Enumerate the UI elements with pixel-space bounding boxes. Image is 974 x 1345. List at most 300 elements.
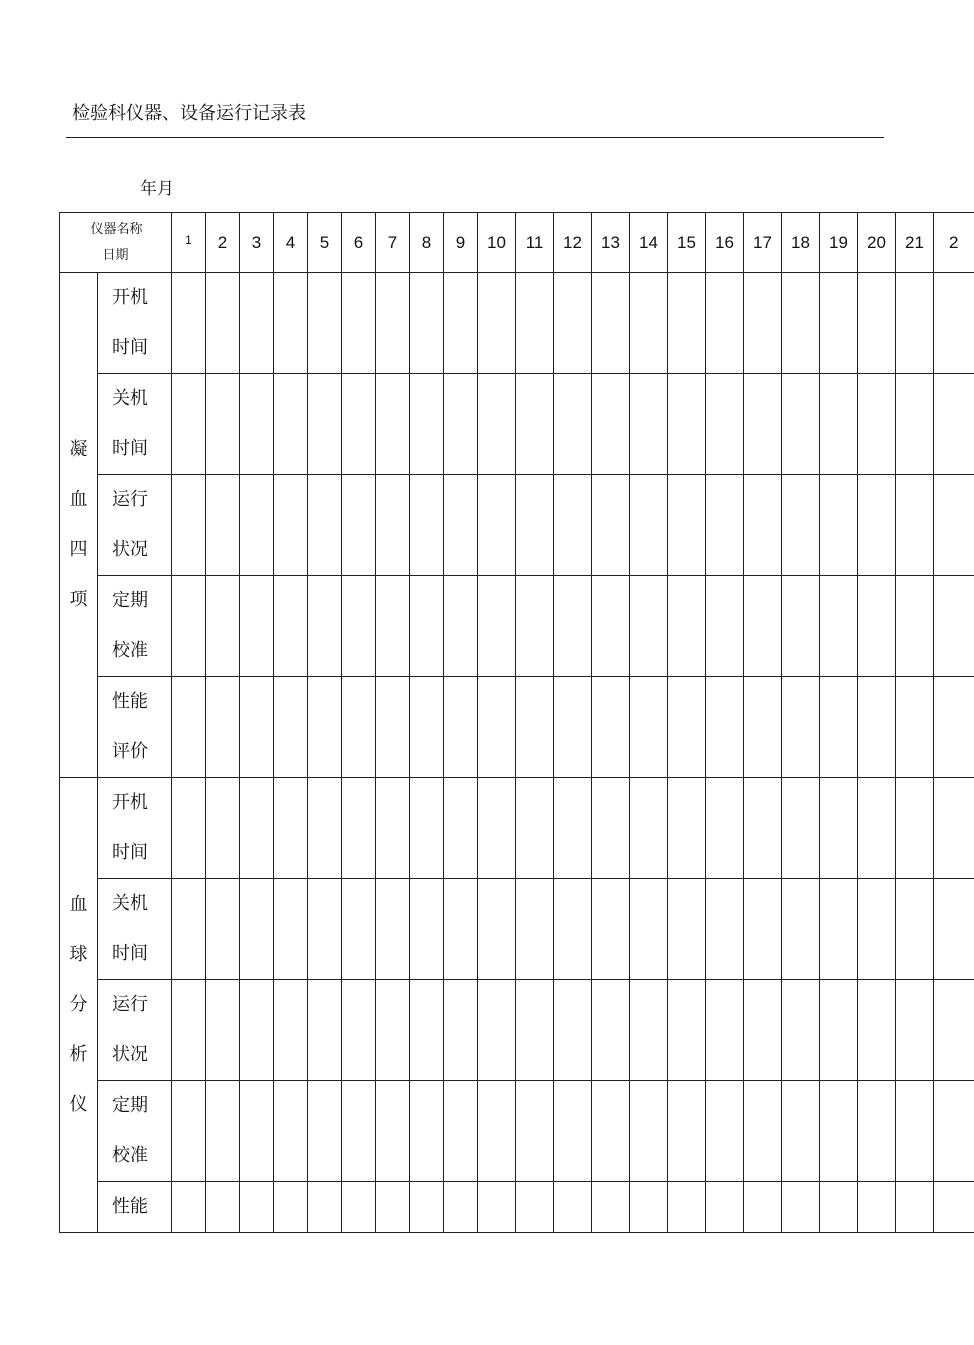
day-entry-cell[interactable] — [858, 677, 896, 778]
day-entry-cell[interactable] — [744, 273, 782, 374]
day-entry-cell[interactable] — [410, 273, 444, 374]
day-entry-cell[interactable] — [630, 778, 668, 879]
day-entry-cell[interactable] — [858, 980, 896, 1081]
day-entry-cell[interactable] — [342, 1182, 376, 1233]
day-entry-cell[interactable] — [410, 576, 444, 677]
day-entry-cell[interactable] — [308, 677, 342, 778]
day-header-22 — [934, 213, 974, 273]
day-entry-cell[interactable] — [896, 576, 934, 677]
day-entry-cell[interactable] — [274, 879, 308, 980]
day-entry-cell[interactable] — [782, 980, 820, 1081]
day-entry-cell[interactable] — [376, 677, 410, 778]
day-entry-cell[interactable] — [706, 1182, 744, 1233]
day-entry-cell[interactable] — [896, 677, 934, 778]
day-entry-cell[interactable] — [820, 980, 858, 1081]
record-table — [59, 212, 974, 1233]
item-label-line: 状况 — [112, 539, 148, 560]
instrument-name-cell — [60, 778, 98, 1233]
day-entry-cell[interactable] — [592, 374, 630, 475]
day-entry-cell[interactable] — [592, 778, 630, 879]
item-label-line: 评价 — [112, 741, 148, 762]
day-entry-cell[interactable] — [516, 879, 554, 980]
day-entry-cell[interactable] — [308, 273, 342, 374]
day-number: 21 — [905, 232, 924, 252]
day-entry-cell[interactable] — [592, 475, 630, 576]
day-entry-cell[interactable] — [858, 1081, 896, 1182]
day-entry-cell[interactable] — [240, 374, 274, 475]
day-entry-cell[interactable] — [444, 980, 478, 1081]
day-entry-cell[interactable] — [706, 576, 744, 677]
day-entry-cell[interactable] — [206, 677, 240, 778]
day-entry-cell[interactable] — [630, 980, 668, 1081]
day-number: 7 — [387, 232, 398, 252]
day-entry-cell[interactable] — [668, 879, 706, 980]
day-entry-cell[interactable] — [478, 879, 516, 980]
day-number: 11 — [525, 232, 544, 252]
day-entry-cell[interactable] — [444, 677, 478, 778]
day-entry-cell[interactable] — [172, 273, 206, 374]
day-entry-cell[interactable] — [630, 1081, 668, 1182]
day-entry-cell[interactable] — [706, 273, 744, 374]
day-number: 1 — [185, 233, 192, 247]
day-entry-cell[interactable] — [744, 778, 782, 879]
day-entry-cell[interactable] — [554, 1081, 592, 1182]
item-label-line: 时间 — [112, 337, 148, 358]
day-number: 13 — [601, 232, 620, 252]
day-entry-cell[interactable] — [744, 576, 782, 677]
day-entry-cell[interactable] — [172, 879, 206, 980]
record-row — [60, 475, 974, 576]
day-entry-cell[interactable] — [274, 980, 308, 1081]
day-entry-cell[interactable] — [668, 475, 706, 576]
day-entry-cell[interactable] — [820, 778, 858, 879]
day-header-13 — [592, 213, 630, 273]
day-entry-cell[interactable] — [934, 879, 974, 980]
day-entry-cell[interactable] — [206, 273, 240, 374]
day-entry-cell[interactable] — [308, 475, 342, 576]
document-title: 检验科仪器、设备运行记录表 — [72, 103, 306, 124]
day-number: 3 — [251, 232, 262, 252]
day-entry-cell[interactable] — [858, 374, 896, 475]
day-header-4 — [274, 213, 308, 273]
day-entry-cell[interactable] — [444, 778, 478, 879]
day-entry-cell[interactable] — [444, 879, 478, 980]
day-entry-cell[interactable] — [342, 677, 376, 778]
day-entry-cell[interactable] — [342, 1081, 376, 1182]
day-entry-cell[interactable] — [554, 879, 592, 980]
record-row — [60, 1081, 974, 1182]
day-number: 15 — [677, 232, 696, 252]
day-entry-cell[interactable] — [896, 374, 934, 475]
day-entry-cell[interactable] — [668, 677, 706, 778]
header-row — [60, 213, 974, 273]
day-entry-cell[interactable] — [376, 273, 410, 374]
day-entry-cell[interactable] — [516, 677, 554, 778]
day-header-14 — [630, 213, 668, 273]
day-entry-cell[interactable] — [820, 677, 858, 778]
year-month-label: 年月 — [140, 179, 174, 199]
day-entry-cell[interactable] — [706, 980, 744, 1081]
day-entry-cell[interactable] — [668, 778, 706, 879]
day-entry-cell[interactable] — [376, 1081, 410, 1182]
day-header-8 — [410, 213, 444, 273]
day-entry-cell[interactable] — [782, 475, 820, 576]
day-entry-cell[interactable] — [172, 576, 206, 677]
item-label-cell — [98, 778, 172, 879]
day-entry-cell[interactable] — [478, 374, 516, 475]
day-entry-cell[interactable] — [744, 677, 782, 778]
day-entry-cell[interactable] — [858, 879, 896, 980]
day-entry-cell[interactable] — [516, 1081, 554, 1182]
instrument-name-char: 球 — [69, 944, 88, 965]
day-entry-cell[interactable] — [240, 778, 274, 879]
day-entry-cell[interactable] — [172, 1081, 206, 1182]
day-entry-cell[interactable] — [376, 879, 410, 980]
day-entry-cell[interactable] — [206, 576, 240, 677]
day-entry-cell[interactable] — [240, 273, 274, 374]
day-entry-cell[interactable] — [744, 374, 782, 475]
day-entry-cell[interactable] — [240, 677, 274, 778]
record-row — [60, 778, 974, 879]
item-label-cell — [98, 1081, 172, 1182]
day-entry-cell[interactable] — [554, 980, 592, 1081]
day-entry-cell[interactable] — [206, 879, 240, 980]
day-entry-cell[interactable] — [706, 374, 744, 475]
day-entry-cell[interactable] — [516, 374, 554, 475]
day-entry-cell[interactable] — [592, 677, 630, 778]
day-entry-cell[interactable] — [554, 677, 592, 778]
day-entry-cell[interactable] — [668, 273, 706, 374]
item-label-line: 开机 — [112, 792, 148, 813]
day-entry-cell[interactable] — [858, 778, 896, 879]
day-entry-cell[interactable] — [630, 677, 668, 778]
day-entry-cell[interactable] — [274, 1182, 308, 1233]
day-entry-cell[interactable] — [630, 879, 668, 980]
day-entry-cell[interactable] — [554, 273, 592, 374]
day-entry-cell[interactable] — [934, 677, 974, 778]
day-entry-cell[interactable] — [706, 879, 744, 980]
item-label-line: 定期 — [112, 1095, 148, 1116]
day-entry-cell[interactable] — [782, 879, 820, 980]
day-entry-cell[interactable] — [592, 1081, 630, 1182]
day-entry-cell[interactable] — [410, 475, 444, 576]
day-entry-cell[interactable] — [172, 677, 206, 778]
day-entry-cell[interactable] — [478, 576, 516, 677]
day-entry-cell[interactable] — [706, 778, 744, 879]
day-entry-cell[interactable] — [444, 1081, 478, 1182]
day-entry-cell[interactable] — [934, 273, 974, 374]
day-entry-cell[interactable] — [376, 475, 410, 576]
day-entry-cell[interactable] — [342, 475, 376, 576]
item-label-line: 校准 — [112, 640, 148, 661]
day-number: 2 — [217, 232, 228, 252]
day-entry-cell[interactable] — [592, 980, 630, 1081]
day-entry-cell[interactable] — [896, 778, 934, 879]
day-entry-cell[interactable] — [240, 1081, 274, 1182]
day-entry-cell[interactable] — [744, 980, 782, 1081]
day-entry-cell[interactable] — [342, 879, 376, 980]
day-entry-cell[interactable] — [376, 778, 410, 879]
day-entry-cell[interactable] — [240, 1182, 274, 1233]
day-entry-cell[interactable] — [934, 1182, 974, 1233]
item-label-cell — [98, 1182, 172, 1233]
day-entry-cell[interactable] — [516, 1182, 554, 1233]
instrument-name-char: 分 — [69, 994, 88, 1015]
day-entry-cell[interactable] — [342, 980, 376, 1081]
day-entry-cell[interactable] — [342, 374, 376, 475]
item-label-line: 性能 — [112, 691, 148, 712]
day-entry-cell[interactable] — [820, 576, 858, 677]
day-entry-cell[interactable] — [206, 475, 240, 576]
day-entry-cell[interactable] — [782, 273, 820, 374]
day-header-15 — [668, 213, 706, 273]
day-entry-cell[interactable] — [706, 677, 744, 778]
instrument-name-char: 仪 — [69, 1094, 88, 1115]
record-row — [60, 273, 974, 374]
day-header-7 — [376, 213, 410, 273]
day-entry-cell[interactable] — [308, 879, 342, 980]
day-header-20 — [858, 213, 896, 273]
day-entry-cell[interactable] — [820, 879, 858, 980]
day-entry-cell[interactable] — [308, 1182, 342, 1233]
day-entry-cell[interactable] — [554, 1182, 592, 1233]
day-entry-cell[interactable] — [240, 475, 274, 576]
day-entry-cell[interactable] — [630, 273, 668, 374]
item-label-cell — [98, 273, 172, 374]
day-entry-cell[interactable] — [668, 576, 706, 677]
day-entry-cell[interactable] — [820, 273, 858, 374]
day-entry-cell[interactable] — [240, 879, 274, 980]
day-entry-cell[interactable] — [172, 980, 206, 1081]
day-number: 19 — [829, 232, 848, 252]
day-entry-cell[interactable] — [274, 273, 308, 374]
day-entry-cell[interactable] — [376, 576, 410, 677]
day-entry-cell[interactable] — [896, 1081, 934, 1182]
day-entry-cell[interactable] — [744, 879, 782, 980]
day-entry-cell[interactable] — [554, 374, 592, 475]
day-entry-cell[interactable] — [274, 475, 308, 576]
day-entry-cell[interactable] — [782, 778, 820, 879]
item-label-cell — [98, 677, 172, 778]
day-entry-cell[interactable] — [410, 374, 444, 475]
day-entry-cell[interactable] — [744, 1081, 782, 1182]
day-entry-cell[interactable] — [706, 475, 744, 576]
day-entry-cell[interactable] — [820, 475, 858, 576]
item-label-cell — [98, 980, 172, 1081]
day-entry-cell[interactable] — [478, 475, 516, 576]
day-entry-cell[interactable] — [554, 778, 592, 879]
instrument-name-char: 项 — [69, 589, 88, 610]
item-label-cell — [98, 374, 172, 475]
day-entry-cell[interactable] — [820, 1182, 858, 1233]
instrument-name-char: 四 — [69, 539, 88, 560]
record-row — [60, 980, 974, 1081]
day-entry-cell[interactable] — [342, 778, 376, 879]
day-entry-cell[interactable] — [308, 576, 342, 677]
day-entry-cell[interactable] — [934, 778, 974, 879]
day-entry-cell[interactable] — [630, 576, 668, 677]
title-divider — [66, 137, 884, 138]
day-entry-cell[interactable] — [478, 980, 516, 1081]
day-entry-cell[interactable] — [206, 778, 240, 879]
day-entry-cell[interactable] — [410, 1081, 444, 1182]
day-entry-cell[interactable] — [630, 1182, 668, 1233]
day-entry-cell[interactable] — [172, 1182, 206, 1233]
day-entry-cell[interactable] — [206, 980, 240, 1081]
day-entry-cell[interactable] — [554, 475, 592, 576]
day-number: 2 — [949, 232, 959, 252]
item-label-line: 开机 — [112, 287, 148, 308]
day-entry-cell[interactable] — [782, 1182, 820, 1233]
day-entry-cell[interactable] — [554, 576, 592, 677]
day-entry-cell[interactable] — [444, 1182, 478, 1233]
day-number: 8 — [421, 232, 432, 252]
day-entry-cell[interactable] — [858, 475, 896, 576]
day-entry-cell[interactable] — [376, 374, 410, 475]
day-entry-cell[interactable] — [516, 980, 554, 1081]
day-entry-cell[interactable] — [782, 1081, 820, 1182]
item-label-line: 时间 — [112, 842, 148, 863]
day-entry-cell[interactable] — [342, 576, 376, 677]
day-entry-cell[interactable] — [744, 1182, 782, 1233]
day-entry-cell[interactable] — [308, 980, 342, 1081]
day-entry-cell[interactable] — [444, 475, 478, 576]
day-entry-cell[interactable] — [376, 1182, 410, 1233]
day-header-11 — [516, 213, 554, 273]
day-entry-cell[interactable] — [820, 1081, 858, 1182]
day-entry-cell[interactable] — [668, 1081, 706, 1182]
day-header-12 — [554, 213, 592, 273]
day-entry-cell[interactable] — [516, 273, 554, 374]
day-entry-cell[interactable] — [782, 374, 820, 475]
day-entry-cell[interactable] — [376, 980, 410, 1081]
item-label-line: 定期 — [112, 590, 148, 611]
day-entry-cell[interactable] — [858, 1182, 896, 1233]
record-row — [60, 1182, 974, 1233]
day-entry-cell[interactable] — [308, 374, 342, 475]
day-entry-cell[interactable] — [934, 374, 974, 475]
day-entry-cell[interactable] — [896, 273, 934, 374]
day-header-16 — [706, 213, 744, 273]
day-entry-cell[interactable] — [444, 576, 478, 677]
day-header-18 — [782, 213, 820, 273]
instrument-name-header: 仪器名称 — [90, 221, 143, 237]
day-entry-cell[interactable] — [782, 677, 820, 778]
day-entry-cell[interactable] — [274, 374, 308, 475]
day-entry-cell[interactable] — [934, 980, 974, 1081]
record-row — [60, 879, 974, 980]
day-entry-cell[interactable] — [668, 980, 706, 1081]
day-entry-cell[interactable] — [478, 1081, 516, 1182]
day-entry-cell[interactable] — [206, 1182, 240, 1233]
day-number: 10 — [487, 232, 506, 252]
day-entry-cell[interactable] — [934, 475, 974, 576]
day-entry-cell[interactable] — [274, 576, 308, 677]
day-entry-cell[interactable] — [668, 1182, 706, 1233]
day-entry-cell[interactable] — [668, 374, 706, 475]
day-header-21 — [896, 213, 934, 273]
day-header-5 — [308, 213, 342, 273]
day-entry-cell[interactable] — [274, 677, 308, 778]
day-entry-cell[interactable] — [934, 576, 974, 677]
day-entry-cell[interactable] — [592, 879, 630, 980]
day-number: 20 — [867, 232, 886, 252]
item-label-line: 校准 — [112, 1145, 148, 1166]
day-entry-cell[interactable] — [592, 273, 630, 374]
item-label-line: 状况 — [112, 1044, 148, 1065]
day-entry-cell[interactable] — [782, 576, 820, 677]
item-label-line: 关机 — [112, 388, 148, 409]
instrument-name-char: 凝 — [69, 439, 88, 460]
day-entry-cell[interactable] — [240, 576, 274, 677]
day-entry-cell[interactable] — [478, 677, 516, 778]
day-entry-cell[interactable] — [934, 1081, 974, 1182]
day-entry-cell[interactable] — [630, 374, 668, 475]
day-entry-cell[interactable] — [308, 778, 342, 879]
day-entry-cell[interactable] — [274, 778, 308, 879]
item-label-line: 关机 — [112, 893, 148, 914]
day-entry-cell[interactable] — [342, 273, 376, 374]
day-entry-cell[interactable] — [820, 374, 858, 475]
day-entry-cell[interactable] — [706, 1081, 744, 1182]
record-row — [60, 576, 974, 677]
day-number: 4 — [285, 232, 296, 252]
day-entry-cell[interactable] — [896, 475, 934, 576]
day-entry-cell[interactable] — [896, 1182, 934, 1233]
record-row — [60, 374, 974, 475]
day-entry-cell[interactable] — [240, 980, 274, 1081]
day-entry-cell[interactable] — [896, 980, 934, 1081]
day-entry-cell[interactable] — [478, 1182, 516, 1233]
day-entry-cell[interactable] — [592, 1182, 630, 1233]
day-entry-cell[interactable] — [206, 374, 240, 475]
day-entry-cell[interactable] — [592, 576, 630, 677]
day-entry-cell[interactable] — [630, 475, 668, 576]
day-number: 6 — [353, 232, 364, 252]
day-entry-cell[interactable] — [274, 1081, 308, 1182]
day-entry-cell[interactable] — [172, 778, 206, 879]
day-entry-cell[interactable] — [516, 576, 554, 677]
day-entry-cell[interactable] — [444, 273, 478, 374]
day-entry-cell[interactable] — [410, 879, 444, 980]
date-header: 日期 — [102, 247, 129, 263]
day-header-17 — [744, 213, 782, 273]
day-entry-cell[interactable] — [172, 374, 206, 475]
day-entry-cell[interactable] — [444, 374, 478, 475]
day-entry-cell[interactable] — [858, 576, 896, 677]
item-label-line: 时间 — [112, 943, 148, 964]
day-entry-cell[interactable] — [410, 980, 444, 1081]
day-entry-cell[interactable] — [516, 475, 554, 576]
day-entry-cell[interactable] — [172, 475, 206, 576]
day-entry-cell[interactable] — [478, 273, 516, 374]
day-header-3 — [240, 213, 274, 273]
day-entry-cell[interactable] — [206, 1081, 240, 1182]
day-entry-cell[interactable] — [308, 1081, 342, 1182]
day-entry-cell[interactable] — [858, 273, 896, 374]
day-entry-cell[interactable] — [410, 677, 444, 778]
instrument-name-char: 血 — [69, 894, 88, 915]
day-entry-cell[interactable] — [744, 475, 782, 576]
item-label-cell — [98, 475, 172, 576]
day-entry-cell[interactable] — [410, 1182, 444, 1233]
day-entry-cell[interactable] — [478, 778, 516, 879]
day-entry-cell[interactable] — [410, 778, 444, 879]
item-label-line: 运行 — [112, 994, 148, 1015]
day-entry-cell[interactable] — [896, 879, 934, 980]
instrument-name-char: 析 — [69, 1044, 88, 1065]
day-entry-cell[interactable] — [516, 778, 554, 879]
